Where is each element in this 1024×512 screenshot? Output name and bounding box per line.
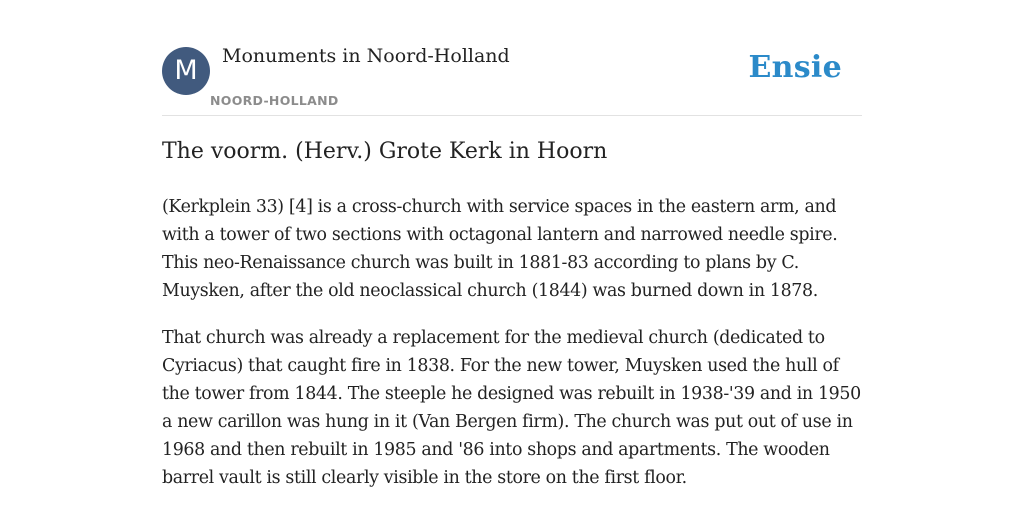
- divider: [162, 115, 862, 116]
- collection-title[interactable]: Monuments in Noord-Holland: [222, 45, 510, 67]
- brand-logo[interactable]: Ensie: [748, 50, 842, 85]
- avatar[interactable]: M: [162, 47, 210, 95]
- article-paragraph: (Kerkplein 33) [4] is a cross-church with service spaces in the eastern arm, and with a tower of two sections with octagonal lantern and narrowed needle spire. This neo-Renaissance church was built in 1881-83 according to plans by C. Muysken, after the old neoclassical church (1844) was burned down in 1878.: [162, 197, 838, 301]
- article-title: The voorm. (Herv.) Grote Kerk in Hoorn: [162, 139, 608, 164]
- article-body: [162, 193, 862, 511]
- article-paragraph: That church was already a replacement for the medieval church (dedicated to Cyriacus) that caught fire in 1838. For the new tower, Muysken used the hull of the tower from 1844. The steeple he designed was rebuilt in 1938-'39 and in 1950 a new carillon was hung in it (Van Bergen firm). The church was put out of use in 1968 and then rebuilt in 1985 and '86 into shops and apartments. The wooden barrel vault is still clearly visible in the store on the first floor.: [162, 328, 861, 488]
- collection-subtitle[interactable]: NOORD-HOLLAND: [210, 93, 339, 108]
